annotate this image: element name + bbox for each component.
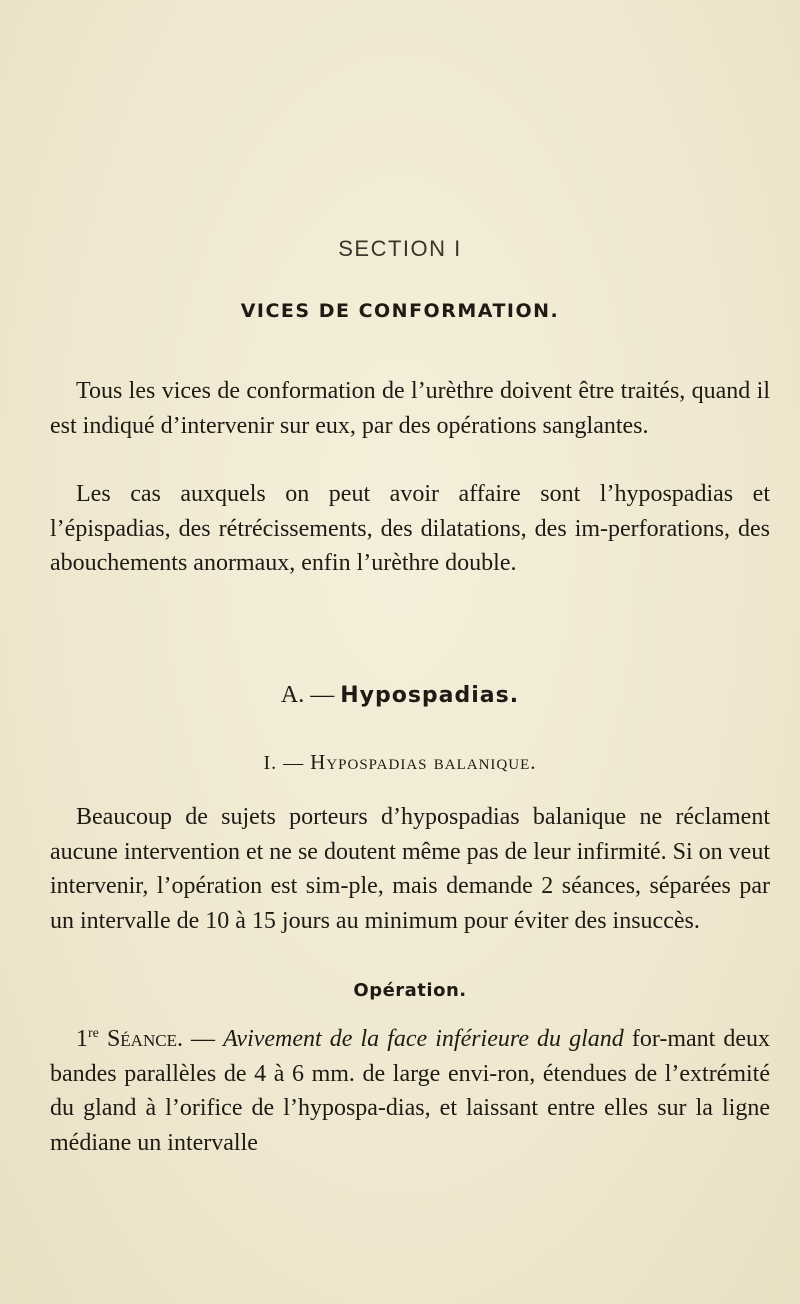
seance-body-text: for-mant deux bandes parallèles de 4 à 6 mm. de large envi-ron, étendues de l’extrémité du gland à l’orifice de l’hypospa-dias, et laissant entre elles sur la ligne médiane un intervalle	[50, 1026, 771, 1156]
operation-heading: Opération.	[353, 980, 467, 1001]
seance-label: Séance.	[106, 1026, 183, 1052]
heading-hypospadias-title: Hypospadias.	[340, 683, 520, 708]
seance-number-sup: re	[88, 1026, 99, 1041]
chapter-title: VICES DE CONFORMATION.	[240, 300, 560, 322]
heading-balanique	[50, 750, 750, 775]
section-label: SECTION I	[338, 236, 462, 261]
seance-number: 1	[76, 1026, 88, 1052]
heading-hypospadias	[50, 682, 750, 709]
paragraph-first-seance	[50, 1022, 770, 1160]
paragraph-cases: Les cas auxquels on peut avoir affaire sont l’hypospadias et l’épispadias, des rétrécissements, des dilatations, des im-perforations, des abouchements anormaux, enfin l’urèthre double.	[50, 481, 770, 576]
heading-balanique-prefix: I. —	[263, 752, 311, 774]
heading-hypospadias-prefix: A. —	[280, 682, 341, 708]
heading-balanique-title: Hypospadias balanique.	[310, 750, 537, 774]
seance-italic-text: Avivement de la face inférieure du gland	[223, 1026, 624, 1052]
seance-dash: —	[182, 1026, 224, 1052]
paragraph-intro: Tous les vices de conformation de l’urèthre doivent être traités, quand il est indiqué d’intervenir sur eux, par des opérations sanglantes.	[50, 378, 770, 439]
paragraph-balanique: Beaucoup de sujets porteurs d’hypospadias balanique ne réclament aucune intervention et ne se doutent même pas de leur infirmité. Si on veut intervenir, l’opération est sim-ple, mais demande 2 séances, séparées par un intervalle de 10 à 15 jours au minimum pour éviter des insuccès.	[50, 804, 770, 934]
